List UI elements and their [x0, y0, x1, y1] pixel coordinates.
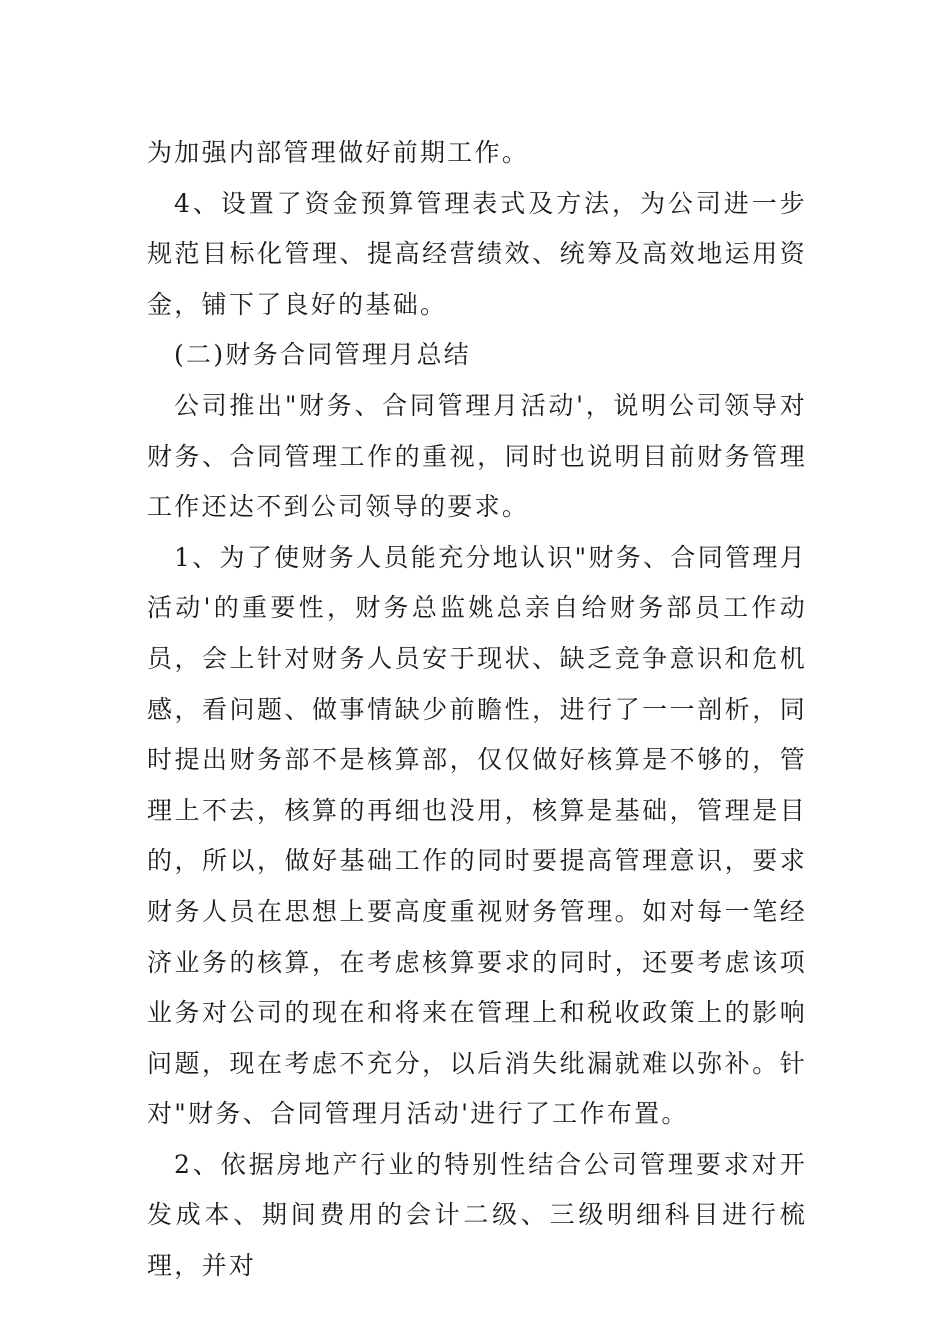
document-body — [147, 128, 807, 1292]
paragraph-1: 为加强内部管理做好前期工作。 — [147, 138, 530, 167]
paragraph-3: 公司推出"财务、合同管理月活动'，说明公司领导对财务、合同管理工作的重视，同时也说明目前财务管理工作还达不到公司领导的要求。 — [147, 390, 807, 522]
paragraph-5: 2、依据房地产行业的特别性结合公司管理要求对开发成本、期间费用的会计二级、三级明细科目进行梳理，并对 — [147, 1149, 807, 1281]
paragraph-2: 4、设置了资金预算管理表式及方法，为公司进一步规范目标化管理、提高经营绩效、统筹及高效地运用资金，铺下了良好的基础。 — [147, 188, 807, 319]
section-heading: (二)财务合同管理月总结 — [174, 340, 472, 370]
paragraph-4: 1、为了使财务人员能充分地认识"财务、合同管理月活动'的重要性，财务总监姚总亲自给财务部员工作动员，会上针对财务人员安于现状、缺乏竞争意识和危机感，看问题、做事情缺少前瞻性，进行了一一剖析，同时提出财务部不是核算部，仅仅做好核算是不够的，管理上不去，核算的再细也没用，核算是基础，管理是目的，所以，做好基础工作的同时要提高管理意识，要求财务人员在思想上要高度重视财务管理。如对每一笔经济业务的核算，在考虑核算要求的同时，还要考虑该项业务对公司的现在和将来在管理上和税收政策上的影响问题，现在考虑不充分，以后消失纰漏就难以弥补。针对"财务、合同管理月活动'进行了工作布置。 — [147, 542, 807, 1129]
